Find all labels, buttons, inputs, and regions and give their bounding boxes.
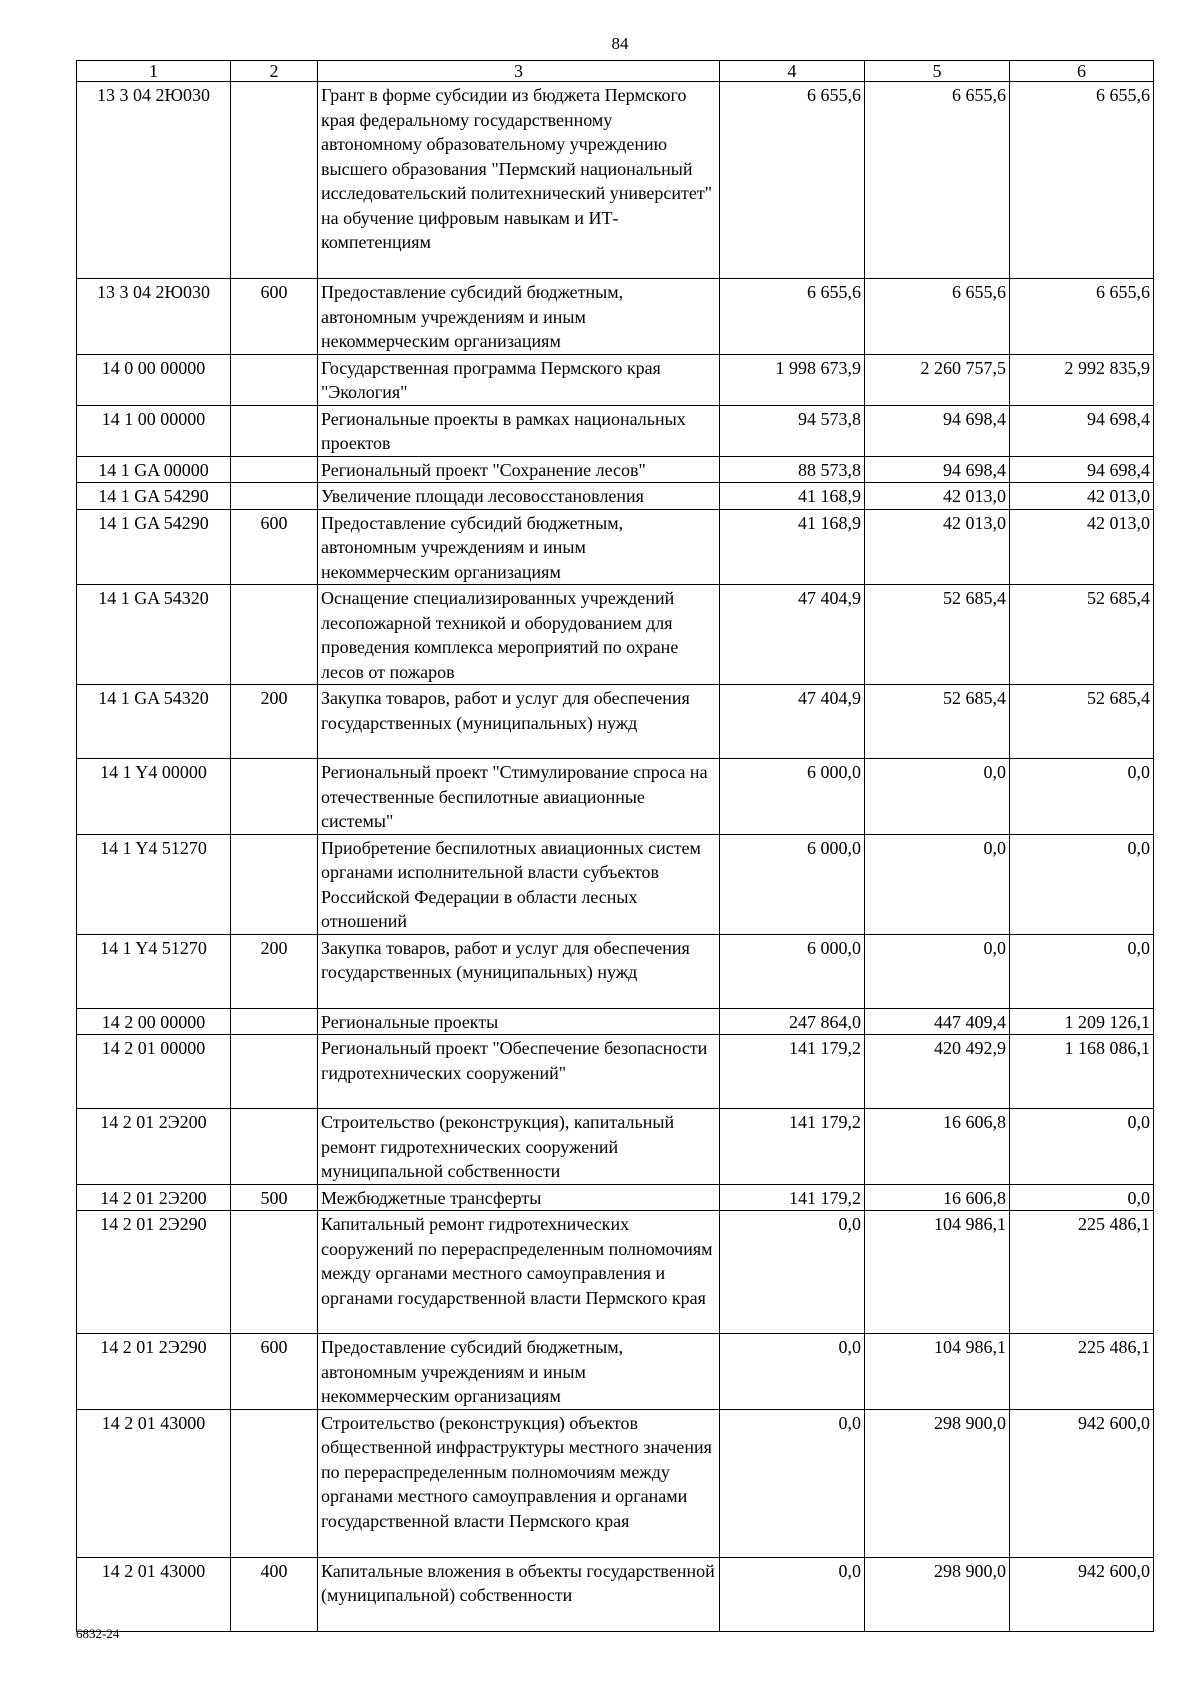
table-row <box>77 1334 1154 1410</box>
budget-code-cell: 14 2 01 43000 <box>77 1409 231 1557</box>
amount-col5-cell: 16 606,8 <box>865 1184 1010 1211</box>
expense-type-cell <box>231 834 318 934</box>
amount-col6-cell: 42 013,0 <box>1010 509 1154 585</box>
amount-col6-cell: 2 992 835,9 <box>1010 354 1154 405</box>
amount-col6-cell: 6 655,6 <box>1010 279 1154 355</box>
expense-type-cell: 500 <box>231 1184 318 1211</box>
column-header-4: 4 <box>720 61 865 82</box>
budget-code-cell: 14 2 01 2Э290 <box>77 1334 231 1410</box>
budget-code-cell: 14 1 Y4 51270 <box>77 934 231 1008</box>
amount-col4-cell: 0,0 <box>720 1334 865 1410</box>
table-row <box>77 934 1154 1008</box>
item-name-cell: Региональный проект "Стимулирование спроса на отечественные беспилотные авиационные системы" <box>318 759 720 835</box>
amount-col4-cell: 141 179,2 <box>720 1035 865 1109</box>
column-header-1: 1 <box>77 61 231 82</box>
amount-col6-cell: 52 685,4 <box>1010 685 1154 759</box>
table-row <box>77 1184 1154 1211</box>
amount-col5-cell: 94 698,4 <box>865 456 1010 483</box>
item-name-cell: Закупка товаров, работ и услуг для обеспечения государственных (муниципальных) нужд <box>318 934 720 1008</box>
amount-col4-cell: 6 000,0 <box>720 759 865 835</box>
expense-type-cell: 600 <box>231 279 318 355</box>
amount-col5-cell: 447 409,4 <box>865 1008 1010 1035</box>
table-row <box>77 834 1154 934</box>
table-row <box>77 1557 1154 1631</box>
budget-code-cell: 14 1 GA 54320 <box>77 685 231 759</box>
table-row <box>77 1035 1154 1109</box>
table-row <box>77 405 1154 456</box>
item-name-cell: Капитальные вложения в объекты государственной (муниципальной) собственности <box>318 1557 720 1631</box>
item-name-cell: Предоставление субсидий бюджетным, автономным учреждениям и иным некоммерческим организациям <box>318 1334 720 1410</box>
amount-col5-cell: 2 260 757,5 <box>865 354 1010 405</box>
document-code: 6832-24 <box>76 1626 120 1641</box>
item-name-cell: Региональный проект "Обеспечение безопасности гидротехнических сооружений" <box>318 1035 720 1109</box>
column-header-2: 2 <box>231 61 318 82</box>
amount-col4-cell: 94 573,8 <box>720 405 865 456</box>
expense-type-cell <box>231 759 318 835</box>
expense-type-cell: 600 <box>231 1334 318 1410</box>
table-row <box>77 279 1154 355</box>
item-name-cell: Предоставление субсидий бюджетным, автономным учреждениям и иным некоммерческим организациям <box>318 509 720 585</box>
amount-col6-cell: 6 655,6 <box>1010 82 1154 279</box>
expense-type-cell <box>231 1109 318 1185</box>
budget-code-cell: 14 2 01 2Э200 <box>77 1184 231 1211</box>
table-row <box>77 685 1154 759</box>
table-row <box>77 759 1154 835</box>
table-row <box>77 585 1154 685</box>
amount-col6-cell: 1 168 086,1 <box>1010 1035 1154 1109</box>
amount-col6-cell: 42 013,0 <box>1010 483 1154 510</box>
item-name-cell: Грант в форме субсидии из бюджета Пермского края федеральному государственному автономному образовательному учреждению высшего образования "Пермский национальный исследовательский политехнический университет" на обучение цифровым навыкам и ИТ-компетенциям <box>318 82 720 279</box>
expense-type-cell <box>231 456 318 483</box>
item-name-cell: Закупка товаров, работ и услуг для обеспечения государственных (муниципальных) нужд <box>318 685 720 759</box>
budget-code-cell: 13 3 04 2Ю030 <box>77 279 231 355</box>
expense-type-cell <box>231 1035 318 1109</box>
item-name-cell: Межбюджетные трансферты <box>318 1184 720 1211</box>
table-header-row <box>77 61 1154 82</box>
budget-code-cell: 14 2 01 2Э290 <box>77 1211 231 1334</box>
amount-col5-cell: 42 013,0 <box>865 483 1010 510</box>
amount-col4-cell: 141 179,2 <box>720 1184 865 1211</box>
amount-col5-cell: 298 900,0 <box>865 1409 1010 1557</box>
table-row <box>77 1008 1154 1035</box>
table-row <box>77 509 1154 585</box>
table-row <box>77 1211 1154 1334</box>
amount-col5-cell: 104 986,1 <box>865 1334 1010 1410</box>
expense-type-cell: 200 <box>231 685 318 759</box>
amount-col6-cell: 94 698,4 <box>1010 405 1154 456</box>
amount-col6-cell: 942 600,0 <box>1010 1557 1154 1631</box>
amount-col6-cell: 0,0 <box>1010 934 1154 1008</box>
column-header-5: 5 <box>865 61 1010 82</box>
amount-col4-cell: 6 000,0 <box>720 834 865 934</box>
budget-code-cell: 13 3 04 2Ю030 <box>77 82 231 279</box>
amount-col5-cell: 94 698,4 <box>865 405 1010 456</box>
item-name-cell: Региональный проект "Сохранение лесов" <box>318 456 720 483</box>
item-name-cell: Капитальный ремонт гидротехнических сооружений по перераспределенным полномочиям между органами местного самоуправления и органами государственной власти Пермского края <box>318 1211 720 1334</box>
amount-col4-cell: 0,0 <box>720 1211 865 1334</box>
amount-col6-cell: 225 486,1 <box>1010 1211 1154 1334</box>
amount-col5-cell: 0,0 <box>865 834 1010 934</box>
budget-code-cell: 14 1 GA 00000 <box>77 456 231 483</box>
amount-col4-cell: 6 655,6 <box>720 82 865 279</box>
item-name-cell: Оснащение специализированных учреждений лесопожарной техникой и оборудованием для проведения комплекса мероприятий по охране лесов от пожаров <box>318 585 720 685</box>
amount-col5-cell: 16 606,8 <box>865 1109 1010 1185</box>
item-name-cell: Приобретение беспилотных авиационных систем органами исполнительной власти субъектов Российской Федерации в области лесных отношений <box>318 834 720 934</box>
expense-type-cell: 200 <box>231 934 318 1008</box>
amount-col6-cell: 52 685,4 <box>1010 585 1154 685</box>
item-name-cell: Предоставление субсидий бюджетным, автономным учреждениям и иным некоммерческим организациям <box>318 279 720 355</box>
amount-col5-cell: 42 013,0 <box>865 509 1010 585</box>
expense-type-cell <box>231 1008 318 1035</box>
column-header-3: 3 <box>318 61 720 82</box>
amount-col6-cell: 0,0 <box>1010 759 1154 835</box>
amount-col5-cell: 6 655,6 <box>865 82 1010 279</box>
amount-col6-cell: 942 600,0 <box>1010 1409 1154 1557</box>
amount-col6-cell: 0,0 <box>1010 1184 1154 1211</box>
table-row <box>77 82 1154 279</box>
budget-code-cell: 14 2 01 00000 <box>77 1035 231 1109</box>
table-row <box>77 1109 1154 1185</box>
expense-type-cell <box>231 82 318 279</box>
amount-col5-cell: 0,0 <box>865 759 1010 835</box>
table-row <box>77 483 1154 510</box>
amount-col5-cell: 298 900,0 <box>865 1557 1010 1631</box>
amount-col4-cell: 41 168,9 <box>720 483 865 510</box>
table-row <box>77 1409 1154 1557</box>
amount-col4-cell: 88 573,8 <box>720 456 865 483</box>
item-name-cell: Строительство (реконструкция) объектов общественной инфраструктуры местного значения по перераспределенным полномочиям между органами местного самоуправления и органами государственной власти Пермского края <box>318 1409 720 1557</box>
budget-code-cell: 14 1 Y4 00000 <box>77 759 231 835</box>
table-row <box>77 456 1154 483</box>
amount-col5-cell: 420 492,9 <box>865 1035 1010 1109</box>
amount-col4-cell: 1 998 673,9 <box>720 354 865 405</box>
amount-col4-cell: 0,0 <box>720 1557 865 1631</box>
expense-type-cell <box>231 585 318 685</box>
budget-table <box>76 60 1154 1632</box>
amount-col6-cell: 94 698,4 <box>1010 456 1154 483</box>
item-name-cell: Государственная программа Пермского края "Экология" <box>318 354 720 405</box>
item-name-cell: Строительство (реконструкция), капитальный ремонт гидротехнических сооружений муниципальной собственности <box>318 1109 720 1185</box>
amount-col4-cell: 41 168,9 <box>720 509 865 585</box>
expense-type-cell: 400 <box>231 1557 318 1631</box>
expense-type-cell <box>231 1409 318 1557</box>
page-number: 84 <box>611 34 629 53</box>
amount-col4-cell: 141 179,2 <box>720 1109 865 1185</box>
budget-code-cell: 14 1 GA 54290 <box>77 509 231 585</box>
expense-type-cell <box>231 405 318 456</box>
amount-col4-cell: 47 404,9 <box>720 685 865 759</box>
amount-col5-cell: 104 986,1 <box>865 1211 1010 1334</box>
expense-type-cell <box>231 354 318 405</box>
budget-code-cell: 14 2 01 2Э200 <box>77 1109 231 1185</box>
expense-type-cell <box>231 1211 318 1334</box>
amount-col4-cell: 47 404,9 <box>720 585 865 685</box>
amount-col4-cell: 0,0 <box>720 1409 865 1557</box>
table-row <box>77 354 1154 405</box>
budget-code-cell: 14 2 01 43000 <box>77 1557 231 1631</box>
amount-col4-cell: 6 000,0 <box>720 934 865 1008</box>
column-header-6: 6 <box>1010 61 1154 82</box>
item-name-cell: Региональные проекты в рамках национальных проектов <box>318 405 720 456</box>
amount-col4-cell: 247 864,0 <box>720 1008 865 1035</box>
amount-col5-cell: 6 655,6 <box>865 279 1010 355</box>
budget-code-cell: 14 1 GA 54320 <box>77 585 231 685</box>
budget-code-cell: 14 1 Y4 51270 <box>77 834 231 934</box>
budget-code-cell: 14 0 00 00000 <box>77 354 231 405</box>
item-name-cell: Увеличение площади лесовосстановления <box>318 483 720 510</box>
amount-col6-cell: 0,0 <box>1010 834 1154 934</box>
budget-code-cell: 14 2 00 00000 <box>77 1008 231 1035</box>
amount-col4-cell: 6 655,6 <box>720 279 865 355</box>
amount-col5-cell: 0,0 <box>865 934 1010 1008</box>
amount-col5-cell: 52 685,4 <box>865 585 1010 685</box>
amount-col5-cell: 52 685,4 <box>865 685 1010 759</box>
amount-col6-cell: 225 486,1 <box>1010 1334 1154 1410</box>
amount-col6-cell: 1 209 126,1 <box>1010 1008 1154 1035</box>
amount-col6-cell: 0,0 <box>1010 1109 1154 1185</box>
expense-type-cell: 600 <box>231 509 318 585</box>
item-name-cell: Региональные проекты <box>318 1008 720 1035</box>
budget-code-cell: 14 1 GA 54290 <box>77 483 231 510</box>
budget-code-cell: 14 1 00 00000 <box>77 405 231 456</box>
expense-type-cell <box>231 483 318 510</box>
